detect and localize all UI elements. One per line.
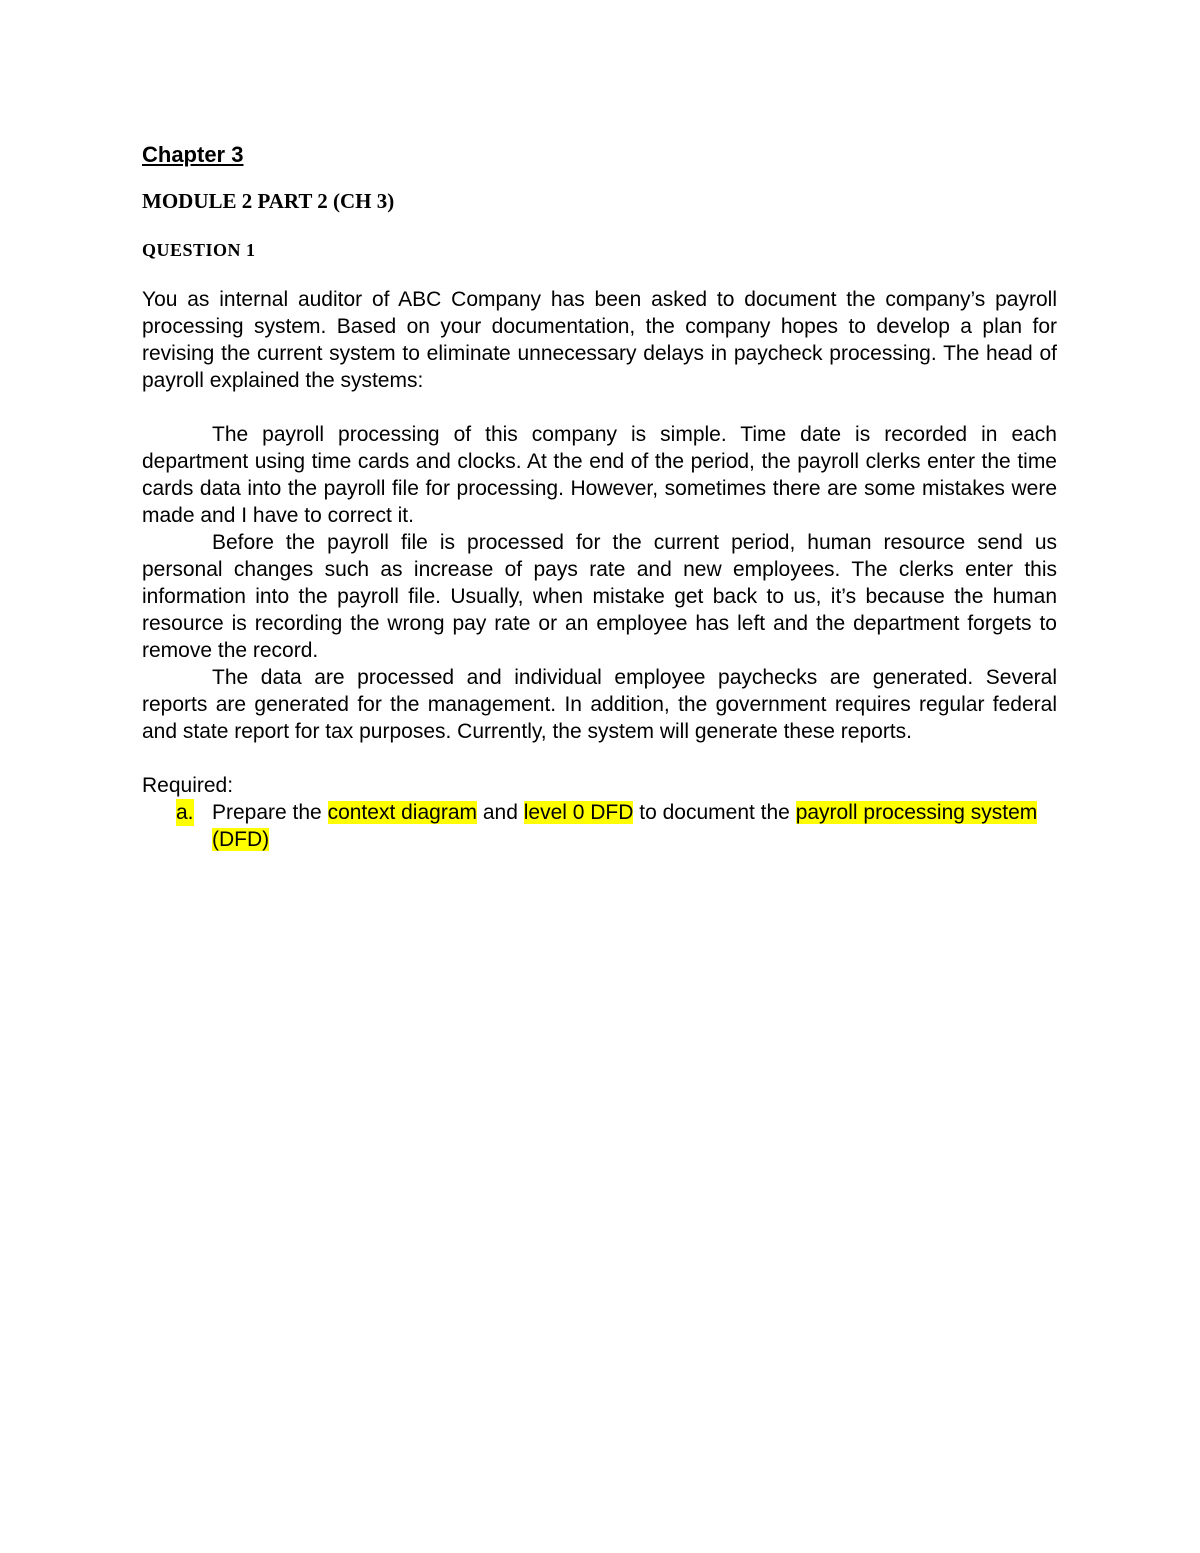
required-item [142,799,1057,853]
required-text-part: and [477,801,524,824]
chapter-title: Chapter 3 [142,142,244,167]
required-text-part: Prepare the [212,801,328,824]
intro-paragraph: You as internal auditor of ABC Company has been asked to document the company’s payroll processing system. Based on your documentation, the company hopes to develop a plan for revising the current system to eliminate unnecessary delays in paycheck processing. The head of payroll explained the systems: [142,288,1057,392]
module-title: MODULE 2 PART 2 (CH 3) [142,189,395,213]
document-content [142,138,1057,853]
explanation-paragraph: The data are processed and individual employee paychecks are generated. Several reports are generated for the management. In addition, the government requires regular federal and state report for tax purposes. Currently, the system will generate these reports. [142,666,1057,743]
explanation-paragraph: Before the payroll file is processed for the current period, human resource send us personal changes such as increase of pays rate and new employees. The clerks enter this information into the payroll file. Usually, when mistake get back to us, it’s because the human resource is recording the wrong pay rate or an employee has left and the department forgets to remove the record. [142,531,1057,662]
required-text-part: to document the [633,801,796,824]
list-marker: a. [176,801,194,824]
highlight-level-0-dfd: level 0 DFD [523,801,634,824]
question-title: QUESTION 1 [142,240,256,260]
required-label: Required: [142,774,234,797]
highlight-payroll-processing-system: payroll processing system (DFD) [212,801,1038,851]
payroll-head-explanation [142,421,1057,745]
explanation-paragraph: The payroll processing of this company is simple. Time date is recorded in each department using time cards and clocks. At the end of the period, the payroll clerks enter the time cards data into the payroll file for processing. However, sometimes there are some mistakes were made and I have to correct it. [142,423,1057,527]
highlight-context-diagram: context diagram [327,801,477,824]
required-list [142,799,1057,853]
